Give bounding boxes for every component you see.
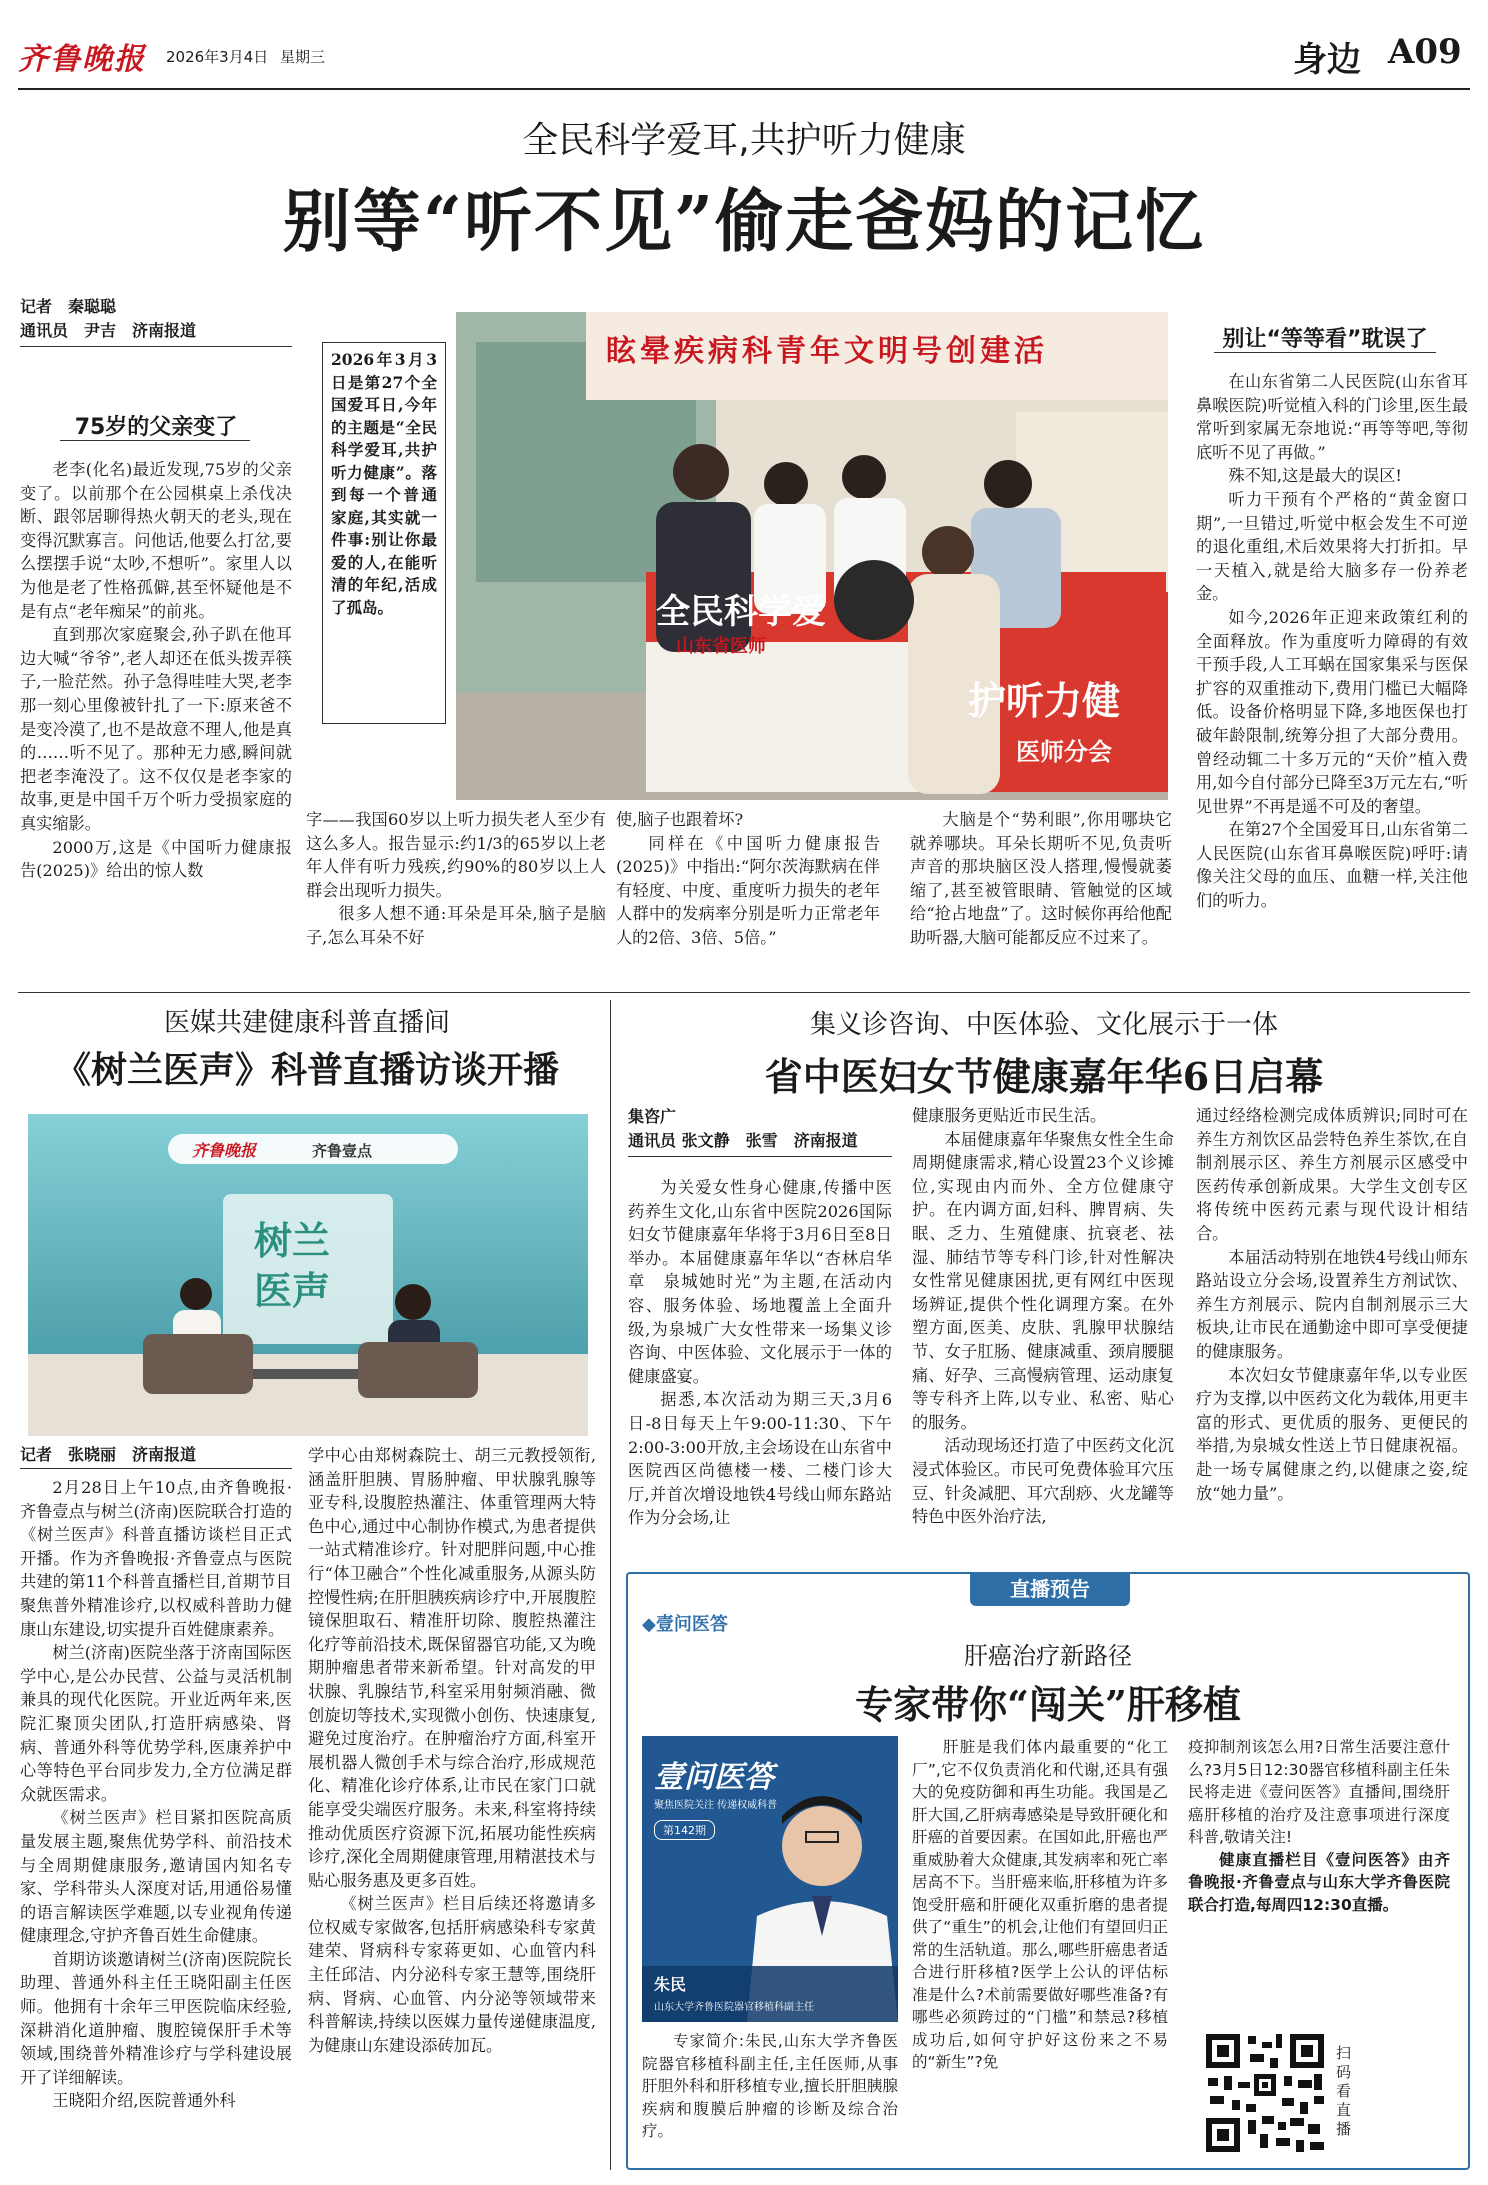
paragraph: 本届活动特别在地铁4号线山师东路站设立分会场,设置养生方剂试饮、养生方剂展示、院内自制剂展示三大板块,让市民在通勤途中即可享受便捷的健康服务。 (1196, 1247, 1468, 1361)
paragraph: 健康直播栏目《壹问医答》由齐鲁晚报·齐鲁壹点与山东大学齐鲁医院联合打造,每周四12:30直播。 (1188, 1850, 1450, 1914)
paragraph: 听力干预有个严格的“黄金窗口期”,一旦错过,听觉中枢会发生不可逆的退化重组,术后效果将大打折扣。早一天植入,就是给大脑多存一份养老金。 (1196, 489, 1468, 604)
subhead-1-rule (60, 440, 250, 441)
byline-rule (20, 346, 292, 347)
story2-headline: 《树兰医声》科普直播访谈开播 (54, 1049, 559, 1091)
photo-blue-text-2: 医师分会 (1016, 737, 1112, 766)
section-name: 身边 (1293, 40, 1361, 80)
paragraph: 疫抑制剂该怎么用?日常生活要注意什么?3月5日12:30器官移植科副主任朱民将走进《壹问医答》直播间,围绕肝癌肝移植的治疗及注意事项进行深度科普,敬请关注! (1188, 1738, 1450, 1846)
story2-byline: 记者 张晓丽 济南报道 (20, 1445, 197, 1464)
story4-kicker: 肝癌治疗新路径 (964, 1642, 1132, 1670)
story3-col3 (1196, 1104, 1468, 1505)
paragraph: 肝脏是我们体内最重要的“化工厂”,它不仅负责消化和代谢,还具有强大的免疫防御和再生功能。我国是乙肝大国,乙肝病毒感染是导致肝硬化和肝癌的首要因素。在国如此,肝癌也严重威胁着大众健康,其发病率和死亡率居高不下。当肝癌来临,肝移植为许多饱受肝癌和肝硬化双重折磨的患者提供了“重生”的机会,让他们有望回归正常的生活轨道。那么,哪些肝癌患者适合进行肝移植?医学上公认的评估标准是什么?术前需要做好哪些准备?有哪些必须跨过的“门槛”和禁忌?移植成功后,如何守护好这份来之不易的“新生”?免 (912, 1738, 1168, 2071)
story4-col2 (912, 1736, 1168, 2074)
studio-logo-2: 齐鲁壹点 (312, 1142, 373, 1160)
story1-col3 (616, 808, 880, 950)
story3-byline-1: 集咨广 (628, 1107, 677, 1126)
studio-title-2: 医声 (254, 1268, 331, 1313)
paragraph: 直到那次家庭聚会,孙子趴在他耳边大喊“爷爷”,老人却还在低头拨弄筷子,一脸茫然。孙子急得哇哇大哭,老李那一刻心里像被针扎了一下:原来爸不是变冷漠了,也不是故意不理人,他是真的……听不见了。那种无力感,瞬间就把老李淹没了。这不仅仅是老李家的故事,更是中国千万个听力受损家庭的真实缩影。 (20, 625, 292, 833)
issue-weekday: 星期三 (280, 48, 326, 66)
paragraph: 2月28日上午10点,由齐鲁晚报·齐鲁壹点与树兰(济南)医院联合打造的《树兰医声》科普直播访谈栏目正式开播。作为齐鲁晚报·齐鲁壹点与医院共建的第11个科普直播栏目,首期节目聚焦普外精准诊疗,以权威科普助力健康山东建设,切实提升百姓健康素养。 (20, 1478, 292, 1639)
photo-blue-text: 山东省医师 (676, 636, 766, 657)
studio-title-1: 树兰 (254, 1218, 331, 1263)
paragraph: 首期访谈邀请树兰(济南)医院院长助理、普通外科主任王晓阳副主任医师。他拥有十余年三甲医院临床经验,深耕消化道肿瘤、腹腔镜保肝手术等领域,围绕普外精准诊疗与学科建设展开了详细解读。 (20, 1949, 292, 2087)
promo-expert-title: 山东大学齐鲁医院器官移植科副主任 (654, 2002, 814, 2013)
studio-logo: 齐鲁晚报 (192, 1141, 257, 1160)
story4-col3 (1188, 1736, 1450, 1916)
paragraph: 健康服务更贴近市民生活。 (912, 1106, 1107, 1125)
paragraph: 本届健康嘉年华聚焦女性全生命周期健康需求,精心设置23个义诊摊位,实现由内而外、全方位健康守护。在内调方面,妇科、脾胃病、失眠、乏力、生殖健康、抗衰老、祛湿、肺结节等专科门诊,针对性解决女性常见健康困扰,更有网红中医现场辨证,提供个性化调理方案。在外塑方面,医美、皮肤、乳腺甲状腺结节、女子肛肠、健康减重、颈肩腰腿痛、好孕、三高慢病管理、运动康复等专科齐上阵,以专业、私密、贴心的服务。 (912, 1129, 1174, 1432)
photo-banner-text: 眩晕疾病科青年文明号创建活 (606, 334, 1048, 369)
live-preview-tab: 直播预告 (970, 1572, 1130, 1606)
promo-expert-name: 朱民 (654, 1975, 687, 1994)
story3-byline-rule (628, 1156, 892, 1157)
hearing-clinic-photo (456, 312, 1168, 800)
paragraph: 在第27个全国爱耳日,山东省第二人民医院(山东省耳鼻喉医院)呼吁:请像关注父母的血压、血糖一样,关注他们的听力。 (1196, 820, 1468, 911)
callout-text: 2026年3月3日是第27个全国爱耳日,今年的主题是“全民科学爱耳,共护听力健康”。落到每一个普通家庭,其实就一件事:别让你最爱的人,在能听清的年纪,活成了孤岛。 (331, 350, 437, 617)
story3-col1 (628, 1176, 892, 1530)
expert-bio (642, 2030, 898, 2143)
story1-byline-correspondent: 通讯员 尹吉 济南报道 (20, 321, 197, 340)
newspaper-logo: 齐鲁晚报 (18, 42, 146, 77)
paragraph: 大脑是个“势利眼”,你用哪块它就养哪块。耳朵长期听不见,负责听声音的那块脑区没人搭理,慢慢就萎缩了,甚至被管眼睛、管触觉的区域给“抢占地盘”了。这时候你再给他配助听器,大脑可能都反应不过来了。 (910, 810, 1172, 947)
page-number: A09 (1388, 32, 1462, 72)
paragraph: 字——我国60岁以上听力损失老人至少有这么多人。报告显示:约1/3的65岁以上老年人伴有听力残疾,约90%的80岁以上人群会出现听力损失。 (306, 810, 606, 900)
promo-slogan: 聚焦医院关注 传递权威科普 (654, 1800, 778, 1811)
story3-byline-2: 通讯员 张文静 张雪 济南报道 (628, 1131, 858, 1150)
callout-box (322, 342, 446, 724)
paragraph: 通过经络检测完成体质辨识;同时可在养生方剂饮区品尝特色养生茶饮,在自制剂展示区、养生方剂展示区感受中医药传承创新成果。大学生文创专区将传统中医药元素与现代设计相结合。 (1196, 1106, 1468, 1243)
qr-code[interactable] (1202, 2030, 1328, 2156)
story1-col4 (910, 808, 1172, 950)
studio-photo (28, 1114, 588, 1436)
expert-promo-image (642, 1736, 898, 2022)
qr-caption: 扫码看直播 (1336, 2044, 1352, 2138)
paragraph: 据悉,本次活动为期三天,3月6日-8日每天上午9:00-11:30、下午2:00-3:00开放,主会场设在山东省中医院西区尚德楼一楼、二楼门诊大厅,并首次增设地铁4号线山师东路站作为分会场,让 (628, 1390, 892, 1528)
paragraph: 《树兰医声》栏目紧扣医院高质量发展主题,聚焦优势学科、前沿技术与全周期健康服务,邀请国内知名专家、学科带头人深度对话,用通俗易懂的语言解读医学难题,以专业视角传递健康理念,守护齐鲁百姓生命健康。 (20, 1808, 292, 1946)
qr-code-graphic (1202, 2030, 1328, 2156)
promo-logo: 壹问医答 (654, 1760, 774, 1795)
photo-illustration (456, 312, 1168, 800)
paragraph: 王晓阳介绍,医院普通外科 (52, 2091, 236, 2111)
column-divider (610, 1000, 611, 2170)
photo-red-banner-text-2: 护听力健 (968, 678, 1121, 723)
masthead-rule (18, 88, 1470, 90)
story1-headline: 别等“听不见”偷走爸妈的记忆 (282, 182, 1206, 262)
paragraph: 为关爱女性身心健康,传播中医药养生文化,山东省中医院2026国际妇女节健康嘉年华将于3月6日至8日举办。本届健康嘉年华以“杏林启华章 泉城她时光”为主题,在活动内容、服务体验、场地覆盖上全面升级,为泉城广大女性带来一场集义诊咨询、中医体验、文化展示于一体的健康盛宴。 (628, 1178, 892, 1386)
masthead (18, 22, 1470, 92)
paragraph: 本次妇女节健康嘉年华,以专业医疗为支撑,以中医药文化为载体,用更丰富的形式、更优质的服务、更便民的举措,为泉城女性送上节日健康祝福。赴一场专属健康之约,以健康之姿,绽放“她力量”。 (1196, 1365, 1468, 1503)
paragraph: 很多人想不通:耳朵是耳朵,脑子是脑子,怎么耳朵不好 (306, 904, 606, 947)
story2-col1 (20, 1476, 292, 2113)
story1-col2 (306, 808, 606, 950)
story2-col2 (308, 1444, 596, 2057)
paragraph: 如今,2026年正迎来政策红利的全面释放。作为重度听力障碍的有效干预手段,人工耳蜗在国家集采与医保扩容的双重推动下,费用门槛已大幅降低。设备价格明显下降,多地医保也打破年龄限制,统筹分担了大部分费用。曾经动辄二十多万元的“天价”植入费用,如今自付部分已降至3万元左右,“听见世界”不再是遥不可及的奢望。 (1196, 607, 1468, 816)
photo-red-banner-text: 全民科学爱 (656, 592, 826, 632)
paragraph: 学中心由郑树森院士、胡三元教授领衔,涵盖肝胆胰、胃肠肿瘤、甲状腺乳腺等亚专科,设腹腔热灌注、体重管理两大特色中心,通过中心制协作模式,为患者提供一站式精准诊疗。针对肥胖问题,中心推行“体卫融合”个性化减重服务,从源头防控慢性病;在肝胆胰疾病诊疗中,开展腹腔镜保胆取石、精准肝切除、腹腔热灌注化疗等前沿技术,既保留器官功能,又为晚期肿瘤患者带来新希望。针对高发的甲状腺、乳腺结节,科室采用射频消融、微创旋切等技术,实现微小创伤、快速康复,避免过度治疗。在肿瘤治疗方面,科室开展机器人微创手术与综合治疗,形成规范化、精准化诊疗体系,让市民在家门口就能享受尖端医疗服务。未来,科室将持续推动优质医疗资源下沉,拓展功能性疾病诊疗,深化全周期健康管理,用精湛技术与贴心服务惠及更多百姓。 (308, 1446, 596, 1890)
issue-date: 2026年3月4日 (166, 48, 269, 66)
paragraph: 《树兰医声》栏目后续还将邀请多位权威专家做客,包括肝病感染科专家黄建荣、肾病科专家蒋更如、心血管内科主任邱洁、内分泌科专家王慧等,围绕肝病、肾病、心血管、内分泌等领域带来科普解读,持续以医媒力量传递健康温度,为健康山东建设添砖加瓦。 (308, 1894, 596, 2055)
paragraph: 2000万,这是《中国听力健康报告(2025)》给出的惊人数 (20, 837, 292, 881)
paragraph: 活动现场还打造了中医药文化沉浸式体验区。市民可免费体验耳穴压豆、针灸减肥、耳穴刮痧、火龙罐等特色中医外治疗法, (912, 1436, 1174, 1527)
paragraph: 树兰(济南)医院坐落于济南国际医学中心,是公办民营、公益与灵活机制兼具的现代化医院。开业近两年来,医院汇聚顶尖团队,打造肝病感染、肾病、普通外科等优势学科,医康养护中心等特色平台同步发力,全方位满足群众就医需求。 (20, 1643, 292, 1804)
paragraph: 专家简介:朱民,山东大学齐鲁医院器官移植科副主任,主任医师,从事肝胆外科和肝移植专业,擅长肝胆胰腺疾病和腹膜后肿瘤的诊断及综合治疗。 (642, 2032, 898, 2140)
story3-col2 (912, 1104, 1174, 1529)
subhead-2-rule (1214, 352, 1436, 353)
story2-byline-rule (20, 1468, 292, 1469)
story1-col1 (20, 458, 292, 883)
story2-kicker: 医媒共建健康科普直播间 (163, 1008, 450, 1038)
story1-kicker: 全民科学爱耳,共护听力健康 (522, 120, 966, 161)
story1-subhead-1: 75岁的父亲变了 (74, 415, 238, 440)
paragraph: 在山东省第二人民医院(山东省耳鼻喉医院)听觉植入科的门诊里,医生最常听到家属无奈地说:“再等等吧,等彻底听不见了再做。” (1196, 372, 1468, 462)
paragraph: 同样在《中国听力健康报告(2025)》中指出:“阿尔茨海默病在伴有轻度、中度、重度听力损失的老年人群中的发病率分别是听力正常老年人的2倍、3倍、5倍。” (616, 833, 880, 947)
paragraph: 使,脑子也跟着坏? (616, 810, 744, 829)
live-preview-box (626, 1572, 1470, 2170)
story1-bottom-rule (18, 992, 1470, 993)
story3-headline: 省中医妇女节健康嘉年华6日启幕 (764, 1054, 1324, 1099)
promo-issue: 第142期 (654, 1820, 715, 1840)
paragraph: 殊不知,这是最大的误区! (1228, 466, 1402, 486)
story3-kicker: 集义诊咨询、中医体验、文化展示于一体 (809, 1010, 1278, 1040)
column-label: ◆壹问医答 (642, 1614, 728, 1635)
story1-byline-reporter: 记者 秦聪聪 (20, 297, 117, 316)
story1-col5 (1196, 370, 1468, 913)
paragraph: 老李(化名)最近发现,75岁的父亲变了。以前那个在公园棋桌上杀伐决断、跟邻居聊得热火朝天的老头,现在变得沉默寡言。问他话,他要么打岔,要么摆摆手说“太吵,不想听”。家里人以为他是老了性格孤僻,甚至怀疑他是不是有点“老年痴呆”的前兆。 (20, 460, 292, 621)
story4-headline: 专家带你“闯关”肝移植 (855, 1682, 1241, 1727)
story1-subhead-2: 别让“等等看”耽误了 (1222, 327, 1428, 352)
